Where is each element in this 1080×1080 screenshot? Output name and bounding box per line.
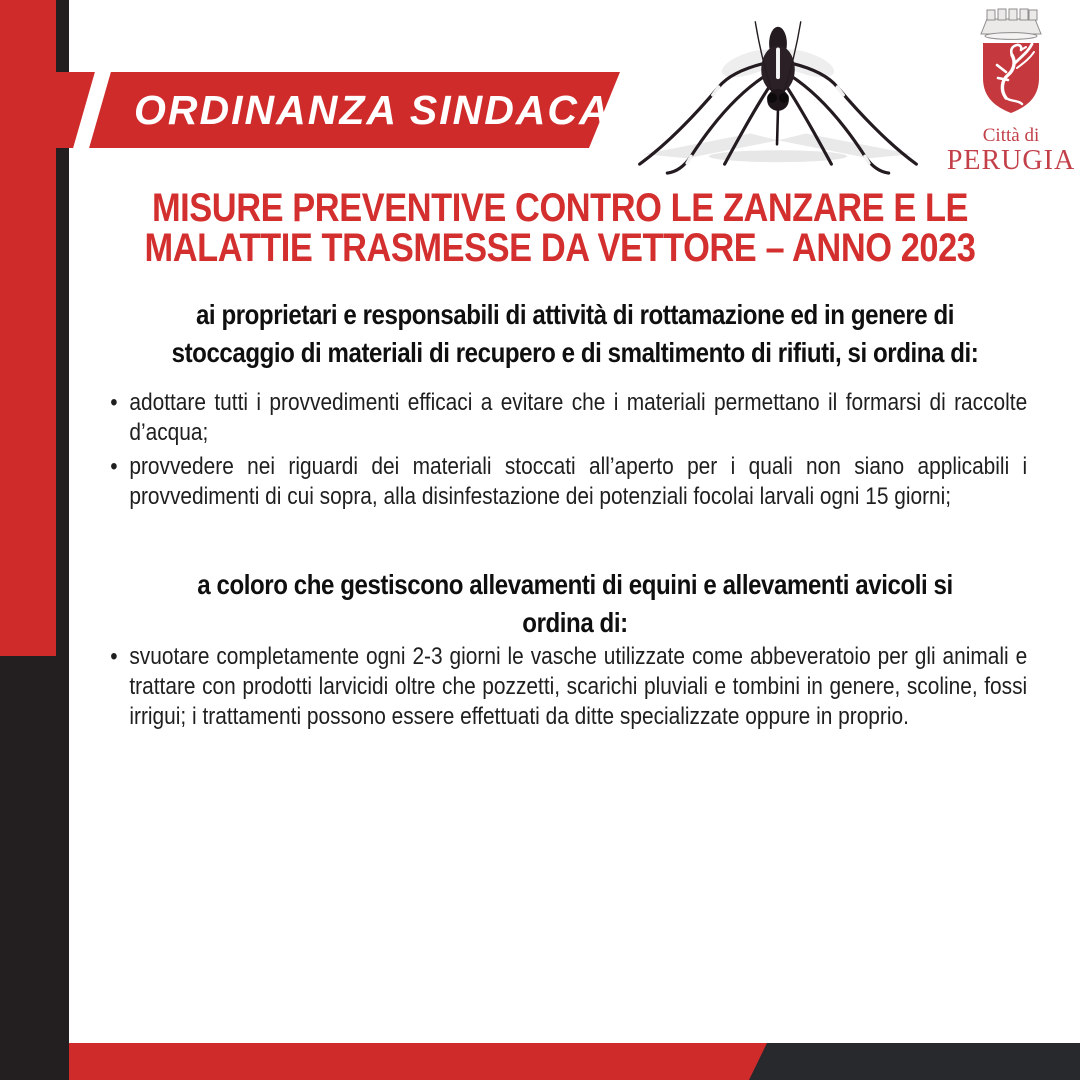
bullet-item: • provvedere nei riguardi dei materiali stoccati all’aperto per i quali non siano applicabili i provvedimenti di cui sopra, alla disinfestazione dei potenziali focolai larvali ogni 15 giorni;: [105, 452, 1027, 512]
logo-caption-citta-di: Città di: [982, 125, 1040, 146]
section2-heading: [149, 566, 1000, 642]
section1-heading: [149, 296, 1000, 372]
section1-bullet-list: [105, 388, 1027, 516]
bullet-item: • adottare tutti i provvedimenti efficaci a evitare che i materiali permettano il formarsi di raccolte d’acqua;: [105, 388, 1027, 448]
section2-bullet-list: [105, 642, 1027, 736]
perugia-griffin-shield-icon: [983, 43, 1039, 113]
page-title-line2: MALATTIE TRASMESSE DA VETTORE – ANNO 2023: [144, 226, 976, 270]
mosquito-icon: [628, 8, 928, 176]
page-title-line1: MISURE PREVENTIVE CONTRO LE ZANZARE E LE: [151, 186, 969, 230]
mural-crown-icon: [981, 9, 1041, 39]
bottom-right-corner-shape: [69, 1043, 1080, 1080]
section1-heading-line1: ai proprietari e responsabili di attività di rottamazione ed in genere di: [195, 299, 955, 330]
section2-heading-line1: a coloro che gestiscono allevamenti di equini e allevamenti avicoli si: [197, 569, 953, 600]
banner-title: ORDINANZA SINDACALE: [134, 87, 668, 133]
page-title: [139, 188, 982, 268]
section1-heading-line2: stoccaggio di materiali di recupero e di smaltimento di rifiuti, si ordina di:: [171, 337, 979, 368]
perugia-logo: [940, 6, 1080, 176]
bottom-red-accent-bar: [69, 1043, 767, 1080]
ordinance-banner: [0, 72, 668, 148]
bullet-item: • svuotare completamente ogni 2-3 giorni le vasche utilizzate come abbeveratoio per gli animali e trattare con prodotti larvicidi oltre che pozzetti, scarichi pluviali e tombini in genere, scoline, fossi irrigui; i trattamenti possono essere effettuati da ditte specializzate oppure in proprio.: [105, 642, 1027, 732]
section2-heading-line2: ordina di:: [522, 607, 628, 638]
perugia-crest-icon: [940, 6, 1080, 116]
logo-caption-perugia: PERUGIA: [946, 145, 1076, 176]
